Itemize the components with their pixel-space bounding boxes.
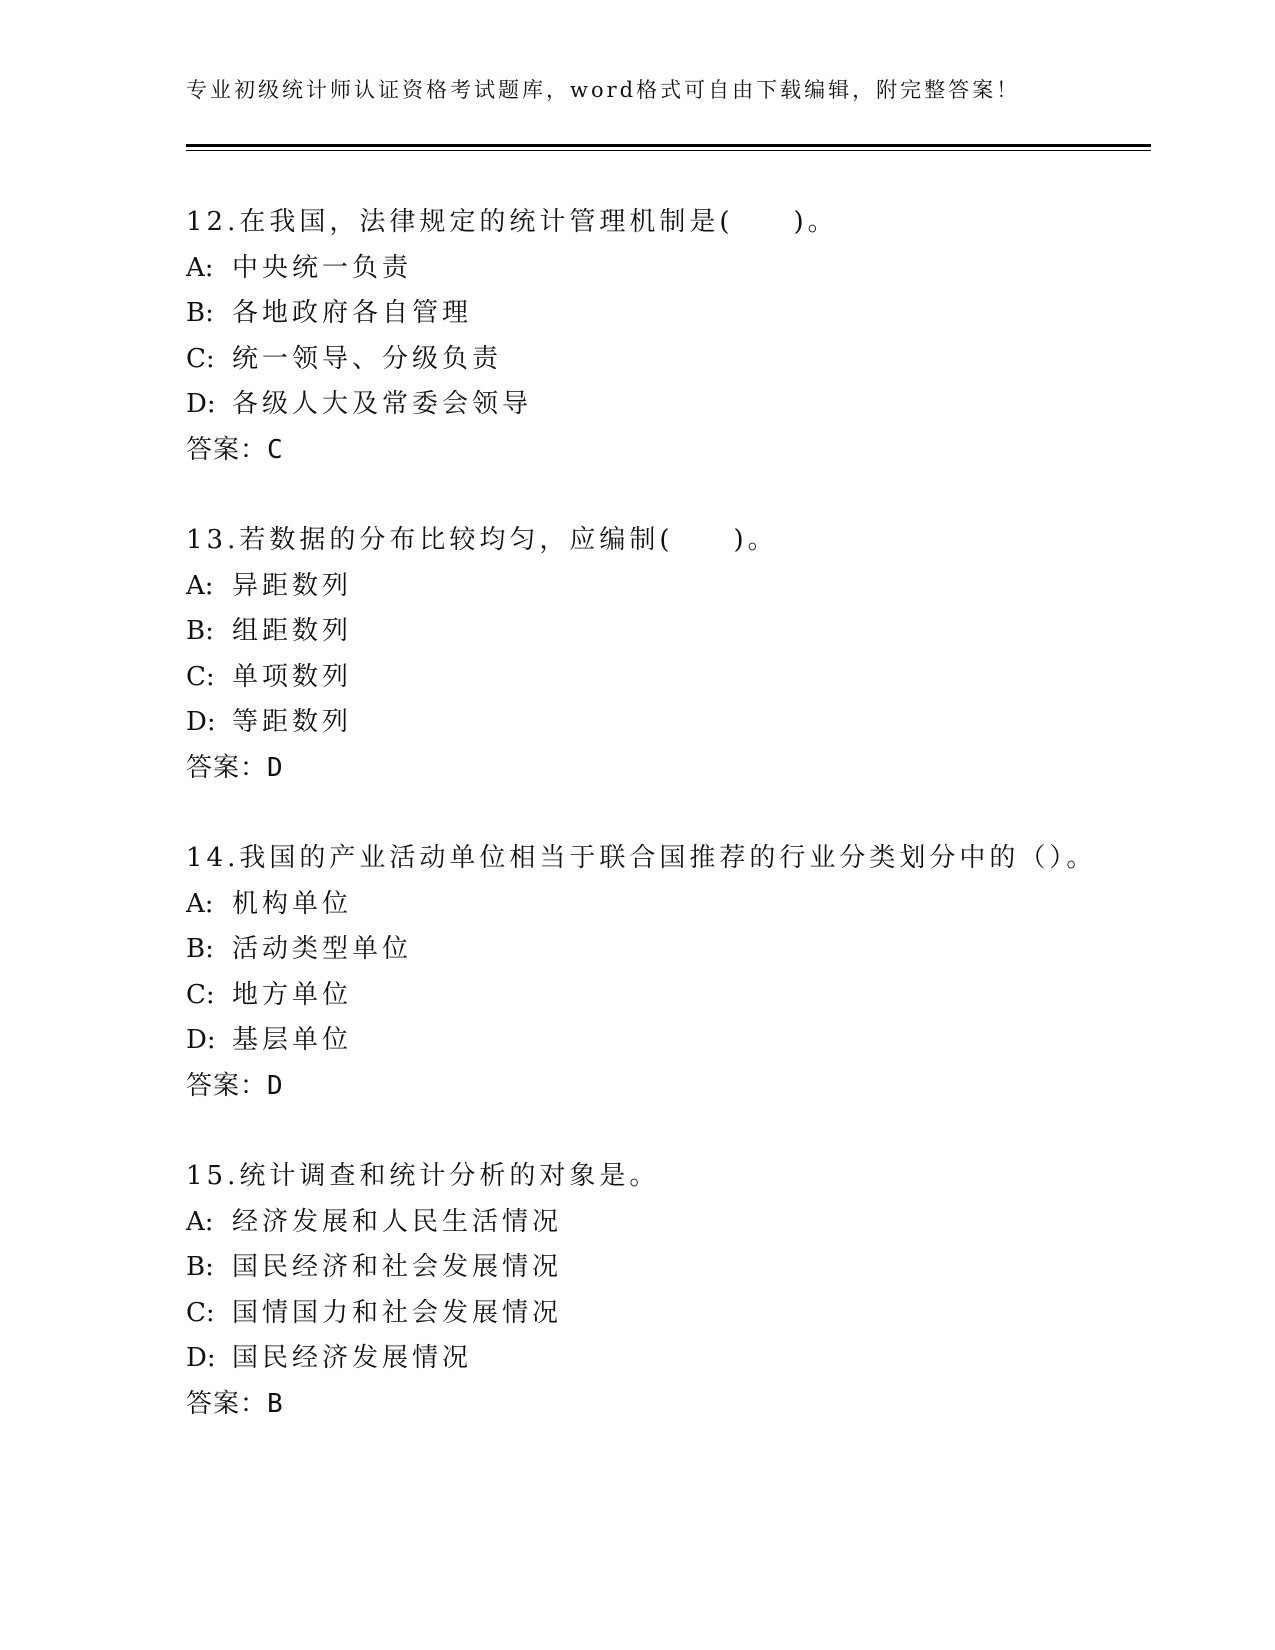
answer-value: D	[267, 1070, 284, 1101]
answer-label: 答案：	[186, 434, 268, 465]
answer-line	[186, 1064, 1096, 1110]
option-text: 等距数列	[232, 707, 353, 737]
option-letter: A:	[186, 888, 214, 919]
question-block	[186, 836, 1096, 1109]
option-a	[186, 564, 778, 610]
option-d	[186, 1018, 1096, 1064]
answer-line	[186, 746, 778, 792]
option-letter: A:	[186, 1206, 214, 1237]
option-letter: C:	[186, 979, 215, 1010]
header-rule-thick	[186, 144, 1151, 147]
option-c	[186, 337, 838, 383]
answer-value: B	[267, 1388, 284, 1419]
question-stem: 14.我国的产业活动单位相当于联合国推荐的行业分类划分中的（）。	[186, 843, 1097, 873]
option-d	[186, 1336, 659, 1382]
question-stem: 13.若数据的分布比较均匀，应编制( )。	[186, 525, 778, 555]
option-letter: D:	[186, 1025, 216, 1055]
answer-value: C	[267, 434, 284, 465]
option-text: 统一领导、分级负责	[232, 343, 503, 374]
answer-line	[186, 1382, 659, 1428]
option-letter: B:	[186, 616, 214, 646]
option-letter: A:	[186, 252, 214, 283]
option-letter: D:	[186, 1343, 216, 1373]
option-d	[186, 700, 778, 746]
option-letter: C:	[186, 343, 215, 374]
option-letter: B:	[186, 298, 214, 328]
option-letter: A:	[186, 570, 214, 601]
option-c	[186, 655, 778, 701]
option-text: 各地政府各自管理	[232, 298, 473, 328]
option-text: 单项数列	[232, 661, 353, 692]
option-letter: B:	[186, 934, 214, 964]
answer-label: 答案：	[186, 752, 268, 783]
question-stem: 12.在我国，法律规定的统计管理机制是( )。	[186, 207, 838, 237]
option-letter: D:	[186, 707, 216, 737]
option-text: 基层单位	[232, 1025, 353, 1055]
option-b	[186, 1245, 659, 1291]
option-text: 地方单位	[232, 979, 353, 1010]
option-a	[186, 882, 1096, 928]
option-b	[186, 927, 1096, 973]
question-block	[186, 518, 778, 791]
document-header: 专业初级统计师认证资格考试题库，word格式可自由下载编辑，附完整答案！	[186, 78, 1021, 102]
option-d	[186, 382, 838, 428]
answer-label: 答案：	[186, 1388, 268, 1419]
option-letter: B:	[186, 1252, 214, 1282]
option-c	[186, 973, 1096, 1019]
option-letter: C:	[186, 1297, 215, 1328]
answer-line	[186, 428, 838, 474]
option-b	[186, 291, 838, 337]
question-block	[186, 200, 838, 473]
option-letter: C:	[186, 661, 215, 692]
answer-value: D	[267, 752, 284, 783]
option-text: 活动类型单位	[232, 934, 413, 964]
option-a	[186, 1200, 659, 1246]
option-letter: D:	[186, 389, 216, 419]
option-text: 国情国力和社会发展情况	[232, 1297, 563, 1328]
answer-label: 答案：	[186, 1070, 268, 1101]
option-text: 国民经济发展情况	[232, 1343, 473, 1373]
option-text: 各级人大及常委会领导	[232, 389, 533, 419]
question-stem: 15.统计调查和统计分析的对象是。	[186, 1161, 660, 1191]
option-text: 组距数列	[232, 616, 353, 646]
option-text: 中央统一负责	[232, 252, 413, 283]
option-c	[186, 1291, 659, 1337]
option-text: 经济发展和人民生活情况	[232, 1206, 563, 1237]
question-block	[186, 1154, 659, 1427]
option-a	[186, 246, 838, 292]
option-text: 国民经济和社会发展情况	[232, 1252, 563, 1282]
option-text: 异距数列	[232, 570, 353, 601]
option-text: 机构单位	[232, 888, 353, 919]
header-rule-thin	[186, 150, 1151, 151]
option-b	[186, 609, 778, 655]
